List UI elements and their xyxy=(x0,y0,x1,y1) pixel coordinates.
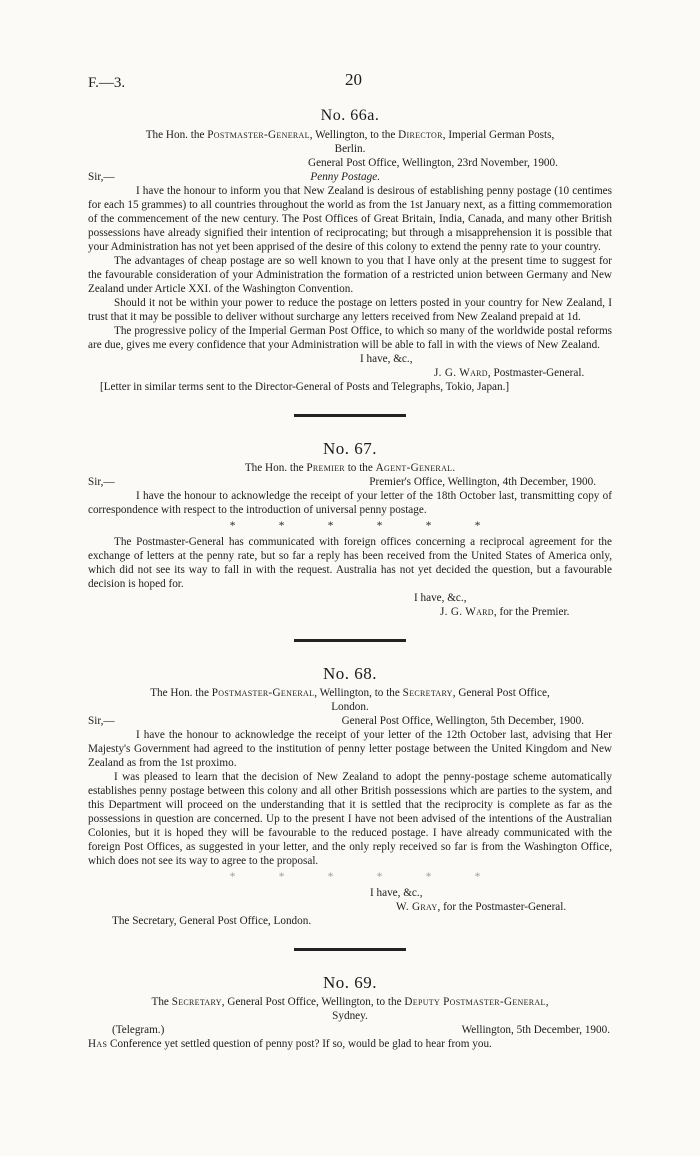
address-recipient: Director xyxy=(398,129,443,141)
letter-66a xyxy=(88,106,612,394)
telegram-body: Conference yet settled question of penny post? If so, would be glad to hear from you. xyxy=(107,1038,492,1050)
letter-address xyxy=(88,128,612,142)
signature-name: W. Gray xyxy=(396,901,438,913)
letter-number: No. 66a. xyxy=(320,107,380,124)
address-text: The Hon. the xyxy=(244,462,307,474)
star: * xyxy=(327,871,334,883)
star: * xyxy=(376,520,383,532)
paragraph: I have the honour to acknowledge the receipt of your letter of the 12th October last, advising that Her Majesty's Government had agreed to the institution of penny letter postage between the United Kingdom and New Zealand as from the 1st proximo. xyxy=(88,729,612,769)
address-text: to the xyxy=(344,462,376,474)
section-divider xyxy=(294,414,406,417)
place-date: Premier's Office, Wellington, 4th December, 1900. xyxy=(369,476,596,488)
telegram-text xyxy=(88,1037,612,1051)
paragraph: I was pleased to learn that the decision of New Zealand to adopt the penny-postage scheme automatically establishes penny postage between this colony and all other British possessions which are parties to the system, and this Department will proceed on the understanding that it is settled that the reciprocity is complete as far as the possessions in question are concerned. Up to the present I have not been advised of the intentions of the Australian Colonies, but it is hoped they will be favourable to the reduced postage. I have already communicated with the foreign Post Offices, as suggested in your letter, and the only reply received so far is from the Washington Office, which does not see its way to agree to the proposal. xyxy=(88,771,612,867)
closing: I have, &c., xyxy=(360,353,413,365)
address-recipient: Deputy Postmaster-General xyxy=(404,996,546,1008)
salutation-row xyxy=(88,714,612,728)
star: * xyxy=(425,520,432,532)
address-city: Berlin. xyxy=(334,143,366,155)
telegram-row xyxy=(88,1023,612,1037)
document-body xyxy=(88,106,612,1051)
ellipsis-stars xyxy=(88,868,612,886)
address-text: , xyxy=(545,996,549,1008)
address-recipient: Agent-General xyxy=(375,462,453,474)
salutation-row xyxy=(88,475,612,489)
telegram-label: (Telegram.) xyxy=(112,1024,165,1036)
star: * xyxy=(229,871,236,883)
star: * xyxy=(327,520,334,532)
paragraph: Should it not be within your power to reduce the postage on letters posted in your country for New Zealand, I trust that it may be possible to deliver without surcharge any letters received from New Zealand prepaid at 1d. xyxy=(88,297,612,323)
letter-number: No. 68. xyxy=(322,664,378,683)
paragraph: I have the honour to acknowledge the receipt of your letter of the 18th October last, transmitting copy of correspondence with respect to the introduction of universal penny postage. xyxy=(88,490,612,516)
parliamentary-paper-ref: F.—3. xyxy=(88,75,126,91)
signature-title: , for the Premier. xyxy=(493,606,570,618)
address-city: Sydney. xyxy=(332,1010,368,1022)
letter-number: No. 69. xyxy=(322,973,378,992)
star: * xyxy=(376,871,383,883)
signature xyxy=(88,900,612,914)
letter-69 xyxy=(88,973,612,1051)
address-text: The xyxy=(151,996,172,1008)
letter-67 xyxy=(88,439,612,619)
page-number: 20 xyxy=(345,70,362,89)
letter-address xyxy=(88,461,612,475)
paragraph: I have the honour to inform you that New Zealand is desirous of establishing penny postage (10 centimes for each 15 grammes) to all countries throughout the world as from the 1st January next, as a fitting commemoration of the commencement of the new century. The Post Offices of Great Britain, India, Canada, and many other British possessions have already signified their intention of reciprocating; but through a misapprehension it is possible that your Administration has not yet been apprised of the desire of this colony to extend the penny rate to your country. xyxy=(88,185,612,253)
address-text: . xyxy=(452,462,456,474)
star: * xyxy=(474,871,481,883)
salutation: Sir,— xyxy=(88,171,115,183)
first-word: Has xyxy=(88,1038,108,1050)
paragraph: The Postmaster-General has communicated with foreign offices concerning a reciprocal agreement for the exchange of letters at the penny rate, but so far a reply has been received from the United States of America only, which did not see its way to fall in with the request. Australia has not yet decided the question, but a favourable decision is hoped for. xyxy=(88,536,612,590)
signature-title: , for the Postmaster-General. xyxy=(437,901,567,913)
address-text: , General Post Office, Wellington, to the xyxy=(221,996,405,1008)
star: * xyxy=(425,871,432,883)
address-sender: Secretary xyxy=(171,996,222,1008)
letter-address xyxy=(88,686,612,700)
signature-name: J. G. Ward xyxy=(440,606,494,618)
closing: I have, &c., xyxy=(370,887,423,899)
addressee: The Secretary, General Post Office, London. xyxy=(112,915,312,927)
paragraph: The advantages of cheap postage are so well known to you that I have only at the present time to suggest for the favourable consideration of your Administration the formation of a restricted union between Germany and New Zealand under Article XXI. of the Washington Convention. xyxy=(88,255,612,295)
salutation: Sir,— xyxy=(88,476,115,488)
address-text: , Wellington, to the xyxy=(314,687,403,699)
address-sender: Postmaster-General xyxy=(211,687,315,699)
ellipsis-stars xyxy=(88,517,612,535)
address-text: , Wellington, to the xyxy=(309,129,399,141)
address-text: The Hon. the xyxy=(150,687,212,699)
address-recipient: Secretary xyxy=(402,687,453,699)
star: * xyxy=(229,520,236,532)
signature-title: , Postmaster-General. xyxy=(487,367,585,379)
editorial-note: [Letter in similar terms sent to the Director-General of Posts and Telegraphs, Tokio, Japan.] xyxy=(100,381,510,393)
star: * xyxy=(278,871,285,883)
closing: I have, &c., xyxy=(414,592,467,604)
paragraph: The progressive policy of the Imperial German Post Office, to which so many of the worldwide postal reforms are due, gives me every confidence that your Administration will be able to fall in with the views of New Zealand. xyxy=(88,325,612,351)
signature-name: J. G. Ward xyxy=(434,367,488,379)
address-text: The Hon. the xyxy=(145,129,208,141)
letter-number: No. 67. xyxy=(322,439,378,458)
place-date: General Post Office, Wellington, 5th December, 1900. xyxy=(341,715,584,727)
signature xyxy=(88,605,612,619)
star: * xyxy=(474,520,481,532)
signature xyxy=(88,366,612,380)
letter-68 xyxy=(88,664,612,928)
salutation-row xyxy=(88,170,612,184)
section-divider xyxy=(294,948,406,951)
place-date: Wellington, 5th December, 1900. xyxy=(461,1024,610,1036)
salutation: Sir,— xyxy=(88,715,115,727)
place-date: General Post Office, Wellington, 23rd November, 1900. xyxy=(308,157,558,169)
subject: Penny Postage. xyxy=(310,171,380,183)
address-sender: Postmaster-General xyxy=(207,129,310,141)
letter-address xyxy=(88,995,612,1009)
address-sender: Premier xyxy=(306,462,345,474)
address-city: London. xyxy=(331,701,369,713)
address-text: , Imperial German Posts, xyxy=(442,129,555,141)
address-text: , General Post Office, xyxy=(452,687,550,699)
section-divider xyxy=(294,639,406,642)
star: * xyxy=(278,520,285,532)
